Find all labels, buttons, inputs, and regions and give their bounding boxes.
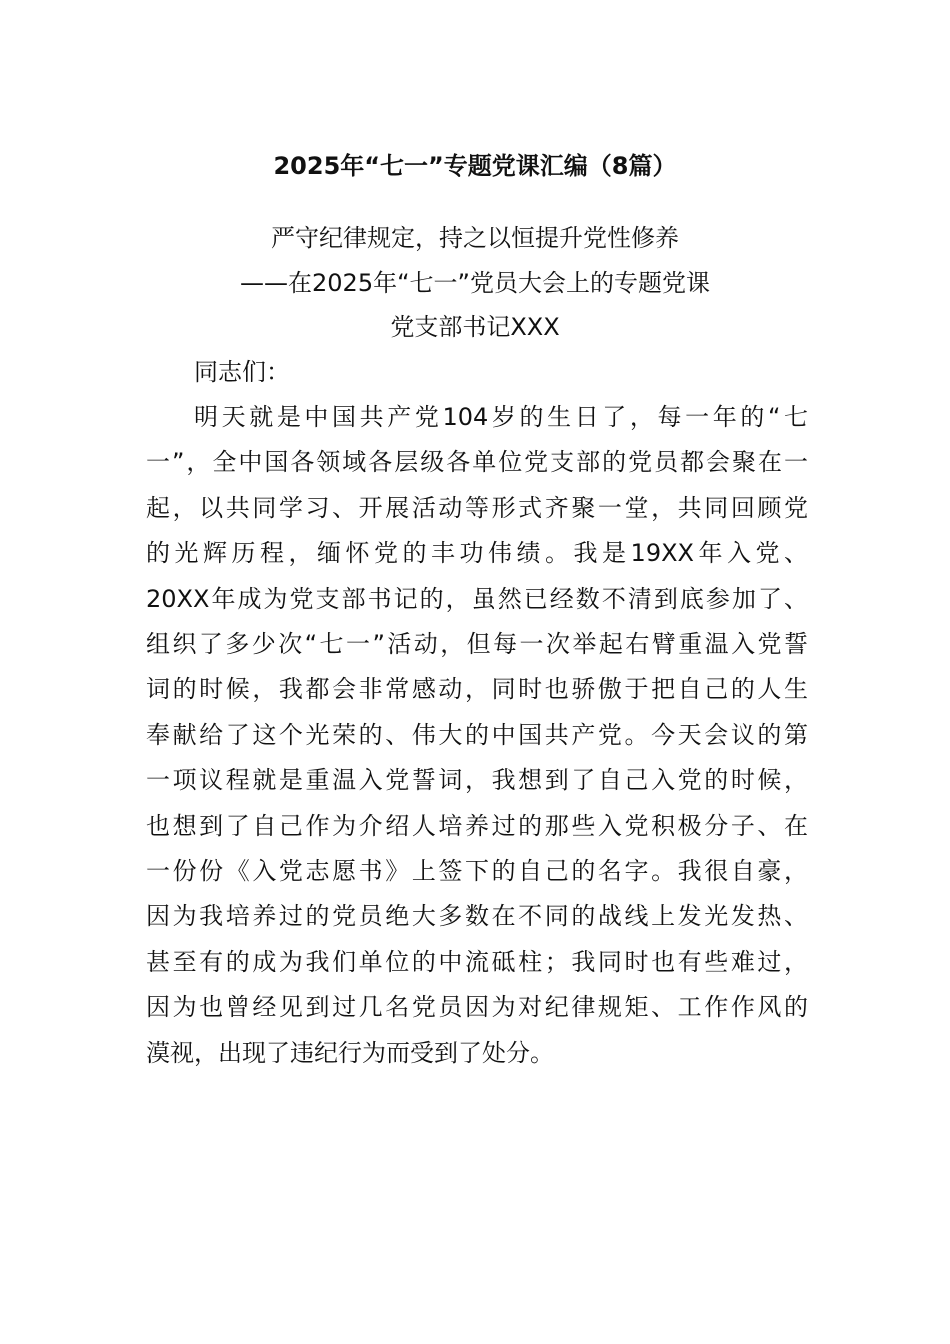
body-line: 明天就是中国共产党104岁的生日了，每一年的“七: [194, 403, 808, 431]
body-paragraph: [146, 395, 808, 1076]
body-line: 一”，全中国各领域各层级各单位党支部的党员都会聚在一: [146, 448, 808, 477]
body-line: 因为也曾经见到过几名党员因为对纪律规矩、工作作风的: [146, 993, 808, 1022]
body-line: 漠视，出现了违纪行为而受到了处分。: [146, 1038, 554, 1067]
body-line: 20XX年成为党支部书记的，虽然已经数不清到底参加了、: [146, 584, 808, 613]
body-line: 一项议程就是重温入党誓词，我想到了自己入党的时候，: [146, 766, 808, 795]
document-title: 2025年“七一”专题党课汇编（8篇）: [273, 152, 677, 180]
author-byline: 党支部书记XXX: [390, 313, 560, 341]
body-line: 奉献给了这个光荣的、伟大的中国共产党。今天会议的第: [146, 720, 808, 749]
body-line: 因为我培养过的党员绝大多数在不同的战线上发光发热、: [146, 902, 808, 931]
salutation: 同志们：: [194, 358, 290, 386]
body-line: 也想到了自己作为介绍人培养过的那些入党积极分子、在: [146, 811, 808, 840]
body-line: 的光辉历程，缅怀党的丰功伟绩。我是19XX年入党、: [146, 539, 808, 568]
lecture-subtitle: 严守纪律规定，持之以恒提升党性修养: [271, 224, 679, 252]
body-line: 起，以共同学习、开展活动等形式齐聚一堂，共同回顾党: [146, 493, 808, 522]
body-line: 甚至有的成为我们单位的中流砥柱；我同时也有些难过，: [146, 947, 808, 976]
body-line: 词的时候，我都会非常感动，同时也骄傲于把自己的人生: [146, 675, 808, 704]
body-line: 组织了多少次“七一”活动，但每一次举起右臂重温入党誓: [146, 630, 808, 659]
body-line: 一份份《入党志愿书》上签下的自己的名字。我很自豪，: [146, 857, 808, 886]
lecture-subtitle-occasion: ——在2025年“七一”党员大会上的专题党课: [240, 269, 710, 297]
